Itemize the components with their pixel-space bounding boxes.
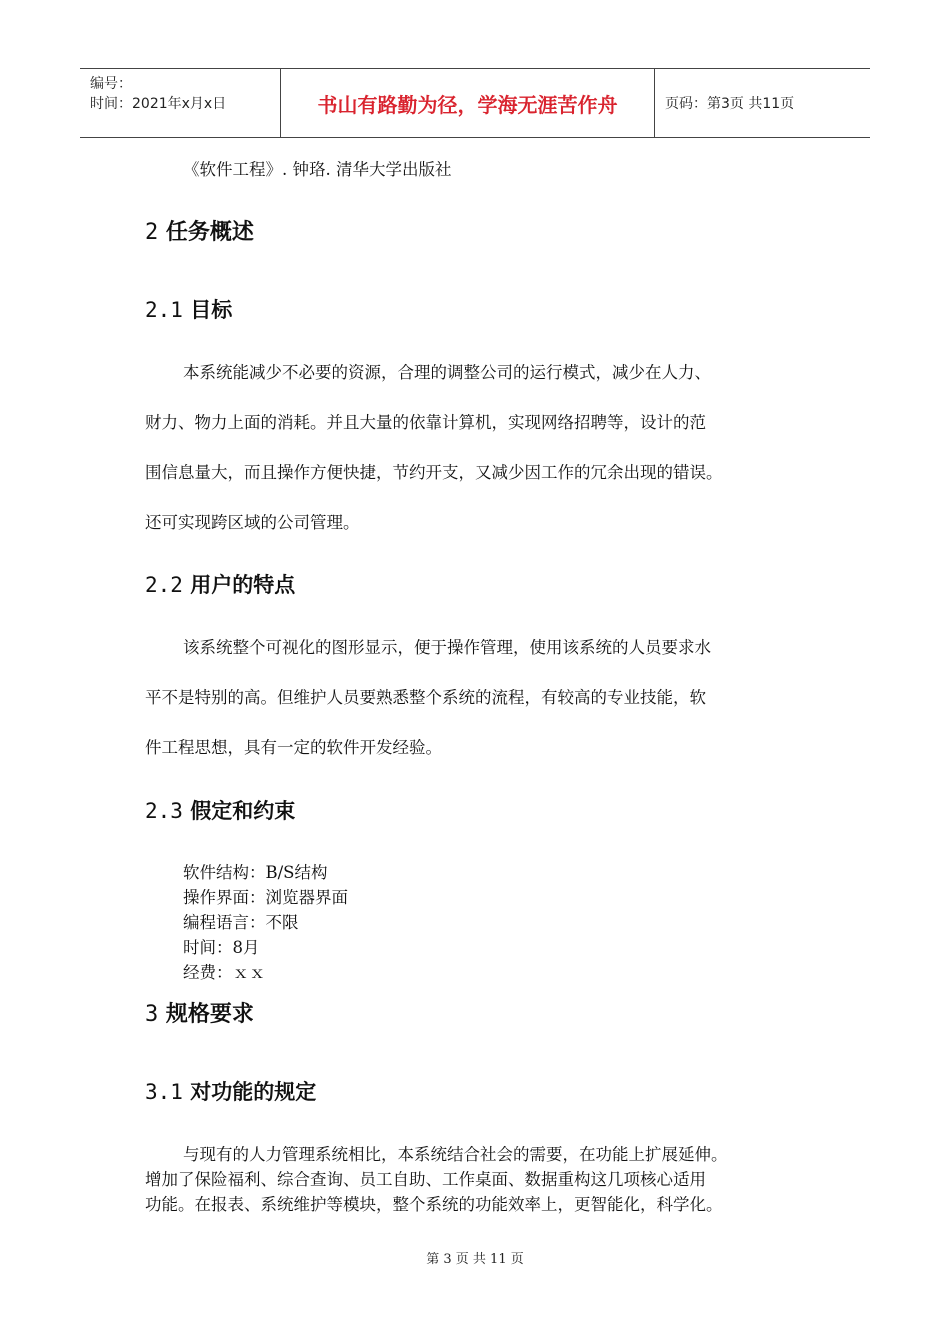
paragraph-line: 功能。在报表、系统维护等模块，整个系统的功能效率上，更智能化，科学化。 [145, 1195, 723, 1214]
header-page-info: 页码：第3页 共11页 [665, 96, 795, 112]
section-2-1-number: 2.1 [145, 298, 183, 322]
header-motto: 书山有路勤为径，学海无涯苦作舟 [281, 69, 655, 137]
page-header [80, 68, 870, 138]
section-3-number: 3 [145, 1002, 159, 1027]
paragraph-line: 还可实现跨区域的公司管理。 [145, 513, 360, 532]
paragraph-line: 围信息量大，而且操作方便快捷，节约开支，又减少因工作的冗余出现的错误。 [145, 463, 723, 482]
constraint-item: 经费：ｘｘ [183, 963, 266, 982]
constraint-item: 操作界面：浏览器界面 [183, 888, 348, 907]
section-3-heading [145, 997, 254, 1028]
section-3-1-title: 对功能的规定 [190, 1080, 317, 1104]
paragraph-line: 与现有的人力管理系统相比，本系统结合社会的需要，在功能上扩展延伸。 [183, 1145, 728, 1164]
reference-line: 《软件工程》. 钟珞. 清华大学出版社 [183, 160, 452, 179]
section-2-2-title: 用户的特点 [190, 573, 296, 597]
paragraph-line: 件工程思想，具有一定的软件开发经验。 [145, 738, 442, 757]
paragraph-line: 本系统能减少不必要的资源，合理的调整公司的运行模式，减少在人力、 [183, 363, 711, 382]
paragraph-line: 该系统整个可视化的图形显示，便于操作管理，使用该系统的人员要求水 [183, 638, 711, 657]
section-2-heading [145, 215, 254, 246]
constraint-item: 软件结构：B/S结构 [183, 863, 328, 882]
header-meta [80, 69, 281, 137]
constraint-item: 时间：8月 [183, 938, 260, 957]
section-2-1-title: 目标 [190, 298, 233, 322]
section-2-2-heading [145, 569, 295, 599]
section-2-1-heading [145, 294, 232, 324]
section-3-1-number: 3.1 [145, 1080, 183, 1104]
paragraph-line: 财力、物力上面的消耗。并且大量的依靠计算机，实现网络招聘等，设计的范 [145, 413, 706, 432]
section-2-3-heading [145, 795, 295, 825]
section-2-number: 2 [145, 220, 159, 245]
paragraph-line: 增加了保险福利、综合查询、员工自助、工作桌面、数据重构这几项核心适用 [145, 1170, 706, 1189]
section-3-title: 规格要求 [165, 1002, 254, 1027]
section-2-3-number: 2.3 [145, 799, 183, 823]
header-number-label: 编号： [90, 76, 132, 92]
section-2-title: 任务概述 [165, 220, 254, 245]
paragraph-line: 平不是特别的高。但维护人员要熟悉整个系统的流程，有较高的专业技能，软 [145, 688, 706, 707]
page-footer: 第 3 页 共 11 页 [426, 1252, 524, 1267]
section-2-2-number: 2.2 [145, 573, 183, 597]
header-time-label: 时间：2021年x月x日 [90, 96, 227, 112]
constraint-item: 编程语言：不限 [183, 913, 299, 932]
section-3-1-heading [145, 1076, 316, 1106]
section-2-3-title: 假定和约束 [190, 799, 296, 823]
